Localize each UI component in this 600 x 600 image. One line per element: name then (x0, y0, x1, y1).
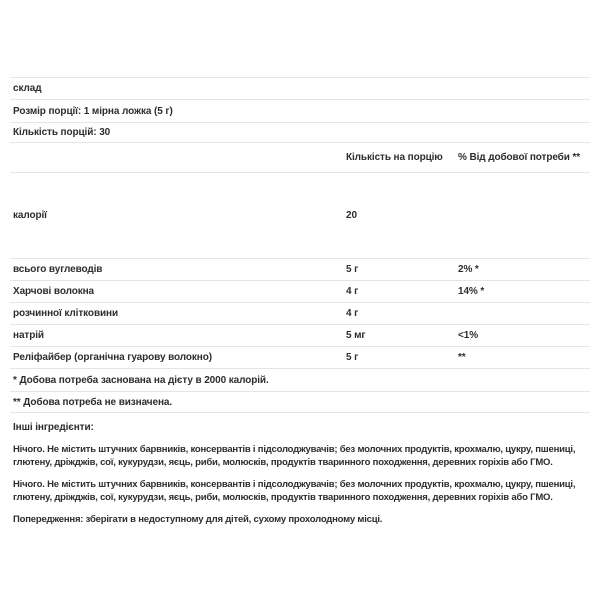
table-row (10, 346, 590, 368)
nutrient-amount: 5 г (346, 352, 359, 363)
other-ingredients-section (10, 421, 591, 526)
nutrient-label: Харчові волокна (13, 286, 95, 297)
facts-table (10, 77, 590, 413)
nutrient-dv: 2% * (458, 264, 479, 275)
table-row (10, 324, 590, 346)
ingredients-paragraph: Нічого. Не містить штучних барвників, консервантів і підсолоджувачів; без молочних продуктів, крохмалю, цукру, пшениці, глютену, дріжджів, сої, кукурудзи, яєць, риби, молюсків, продуктів тваринного походження, деревних горіхів або ГМО. (13, 444, 576, 468)
table-header-row (10, 142, 590, 172)
nutrient-label: всього вуглеводів (13, 264, 103, 275)
footnote-row (10, 391, 590, 413)
footnote-dv-not-established: ** Добова потреба не визначена. (13, 396, 173, 408)
footnote-daily-value-basis: * Добова потреба заснована на дієту в 2000 калорій. (13, 374, 269, 386)
nutrient-dv: <1% (458, 330, 478, 341)
calories-row (10, 172, 590, 258)
ingredients-paragraph: Нічого. Не містить штучних барвників, консервантів і підсолоджувачів; без молочних продуктів, крохмалю, цукру, пшениці, глютену, дріжджів, сої, кукурудзи, яєць, риби, молюсків, продуктів тваринного походження, деревних горіхів або ГМО. (13, 479, 576, 503)
table-row (10, 280, 590, 302)
nutrient-amount: 4 г (346, 308, 359, 319)
other-ingredients-title: Інші інгредієнти: (13, 422, 94, 433)
serving-size-row (10, 99, 590, 122)
footnote-row (10, 368, 590, 391)
section-title-row (10, 77, 590, 99)
table-row (10, 258, 590, 280)
nutrient-amount: 5 мг (346, 330, 366, 341)
nutrient-dv: ** (458, 352, 466, 363)
nutrient-dv: 14% * (458, 286, 485, 297)
section-title: склад (13, 83, 42, 94)
nutrient-label: Реліфайбер (органічна гуарову волокно) (13, 352, 212, 363)
nutrient-label: розчинної клітковини (13, 308, 119, 319)
column-header-daily-value: % Від добової потреби ** (458, 152, 581, 163)
servings-count-row (10, 122, 590, 142)
nutrient-amount: 4 г (346, 286, 359, 297)
warning-text: Попередження: зберігати в недоступному для дітей, сухому прохолодному місці. (13, 514, 383, 525)
table-row (10, 302, 590, 324)
calories-amount: 20 (346, 210, 357, 221)
nutrient-amount: 5 г (346, 264, 359, 275)
nutrient-label: натрій (13, 330, 44, 341)
servings-count-text: Кількість порцій: 30 (13, 127, 111, 138)
serving-size-text: Розмір порції: 1 мірна ложка (5 г) (13, 105, 173, 117)
calories-label: калорії (13, 210, 47, 221)
column-header-amount: Кількість на порцію (346, 152, 443, 163)
